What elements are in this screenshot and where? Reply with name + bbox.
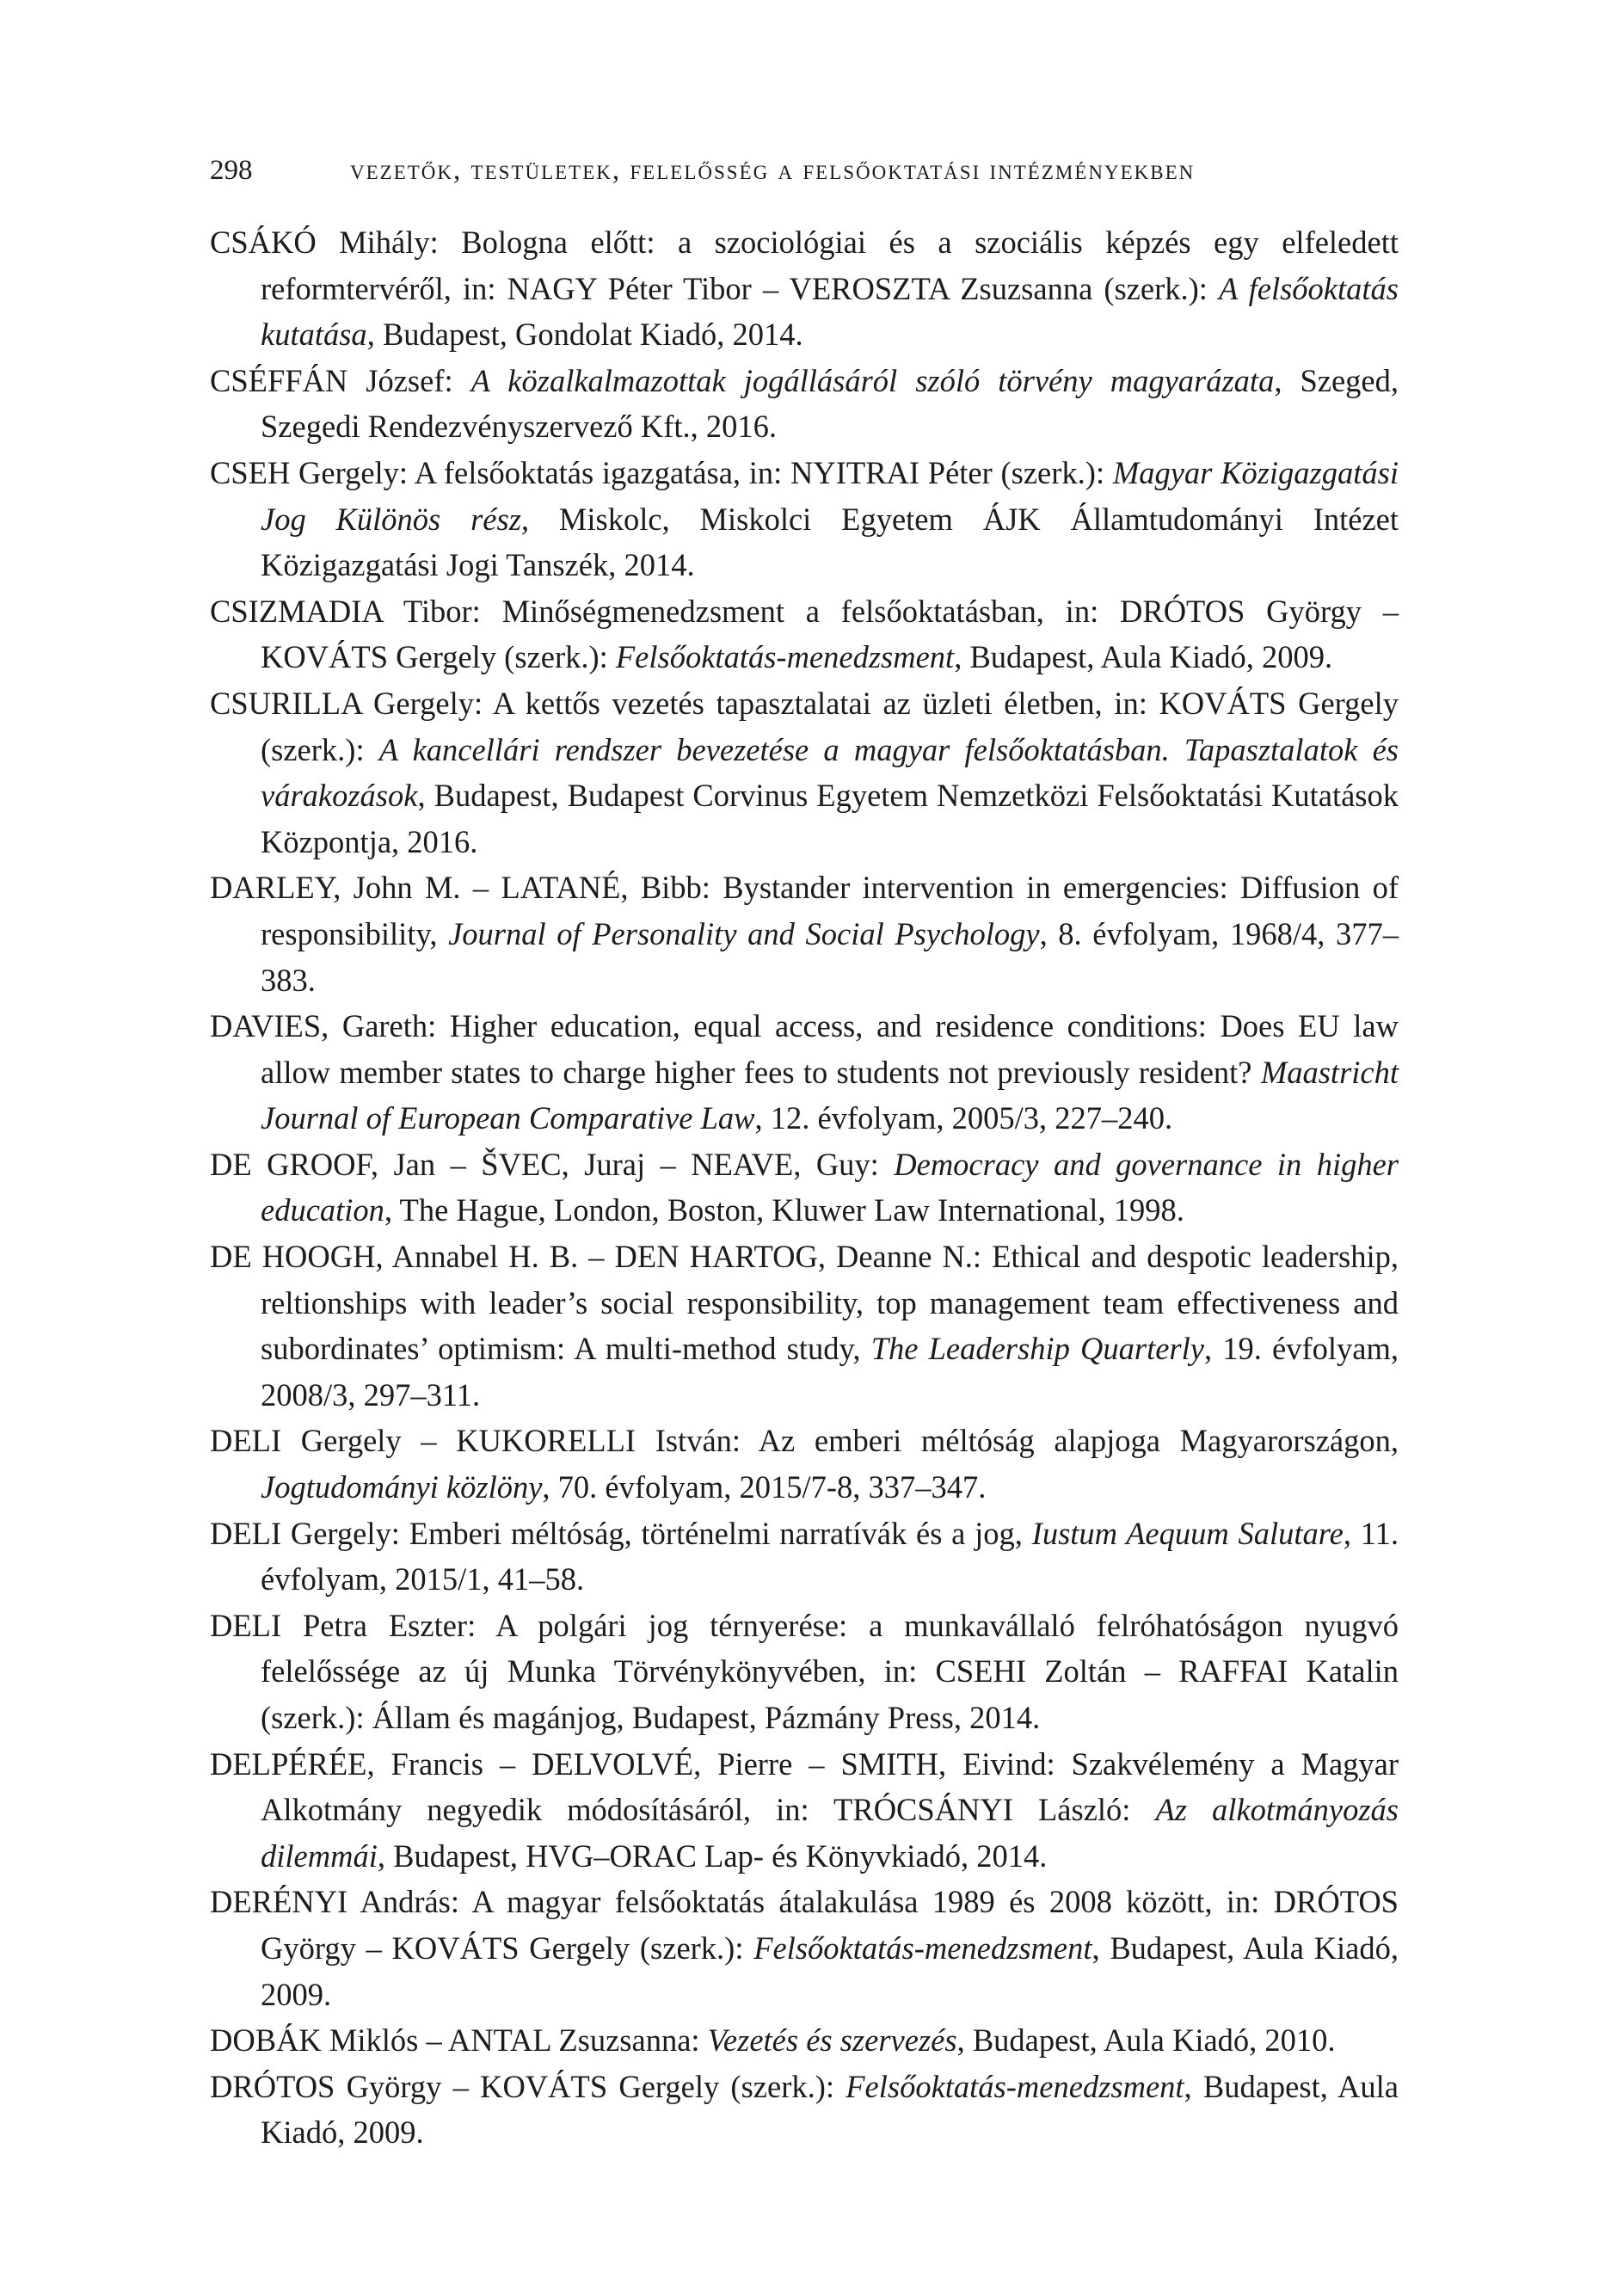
bibliography-entry: DELI Gergely: Emberi méltóság, történelmi narratívák és a jog, Iustum Aequum Salutare, 11. évfolyam, 2015/1, 41–58.: [210, 1515, 1399, 1597]
bibliography-entry: DRÓTOS György – KOVÁTS Gergely (szerk.): Felsőoktatás-menedzsment, Budapest, Aula Kiadó, 2009.: [210, 2068, 1399, 2151]
bibliography-entry: CSÉFFÁN József: A közalkalmazottak jogállásáról szóló törvény magyarázata, Szeged, Szegedi Rendezvényszervező Kft., 2016.: [210, 362, 1399, 445]
bibliography-entry: DARLEY, John M. – LATANÉ, Bibb: Bystander intervention in emergencies: Diffusion of responsibility, Journal of Personality and Social Psychology, 8. évfolyam, 1968/4, 377–383.: [210, 870, 1399, 998]
bibliography-entry: DAVIES, Gareth: Higher education, equal access, and residence conditions: Does EU law allow member states to charge higher fees to students not previously resident? Maastricht Journal of European Comparative Law, 12. évfolyam, 2005/3, 227–240.: [210, 1008, 1399, 1136]
bibliography-entry: CSURILLA Gergely: A kettős vezetés tapasztalatai az üzleti életben, in: KOVÁTS Gergely (szerk.): A kancellári rendszer bevezetése a magyar felsőoktatásban. Tapasztalatok és várakozások, Budapest, Budapest Corvinus Egyetem Nemzetközi Felsőoktatási Kutatások Központja, 2016.: [210, 685, 1399, 859]
bibliography-entry: DOBÁK Miklós – ANTAL Zsuzsanna: Vezetés és szervezés, Budapest, Aula Kiadó, 2010.: [210, 2022, 1336, 2059]
bibliography-entry: DELI Petra Eszter: A polgári jog térnyerése: a munkavállaló felróhatóságon nyugvó felelőssége az új Munka Törvénykönyvében, in: CSEHI Zoltán – RAFFAI Katalin (szerk.): Állam és magánjog, Budapest, Pázmány Press, 2014.: [210, 1607, 1399, 1735]
bibliography-entry: DE GROOF, Jan – ŠVEC, Juraj – NEAVE, Guy: Democracy and governance in higher education, The Hague, London, Boston, Kluwer Law International, 1998.: [210, 1146, 1399, 1228]
bibliography-entry: DE HOOGH, Annabel H. B. – DEN HARTOG, Deanne N.: Ethical and despotic leadership, reltionships with leader’s social responsibility, top management team effectiveness and subordinates’ optimism: A multi-method study, The Leadership Quarterly, 19. évfolyam, 2008/3, 297–311.: [210, 1239, 1399, 1413]
bibliography-entry: CSEH Gergely: A felsőoktatás igazgatása, in: NYITRAI Péter (szerk.): Magyar Közigazgatási Jog Különös rész, Miskolc, Miskolci Egyetem ÁJK Államtudományi Intézet Közigazgatási Jogi Tanszék, 2014.: [210, 454, 1399, 583]
bibliography-entry: CSIZMADIA Tibor: Minőségmenedzsment a felsőoktatásban, in: DRÓTOS György – KOVÁTS Gergely (szerk.): Felsőoktatás-menedzsment, Budapest, Aula Kiadó, 2009.: [210, 593, 1399, 675]
running-title: vezetők, testületek, felelősség a felsőoktatási intézményekben: [350, 155, 1196, 186]
bibliography-entry: DERÉNYI András: A magyar felsőoktatás átalakulása 1989 és 2008 között, in: DRÓTOS György – KOVÁTS Gergely (szerk.): Felsőoktatás-menedzsment, Budapest, Aula Kiadó, 2009.: [210, 1884, 1399, 2012]
bibliography-entry: DELPÉRÉE, Francis – DELVOLVÉ, Pierre – SMITH, Eivind: Szakvélemény a Magyar Alkotmány negyedik módosításáról, in: TRÓCSÁNYI László: Az alkotmányozás dilemmái, Budapest, HVG–ORAC Lap- és Könyvkiadó, 2014.: [210, 1745, 1399, 1874]
page-number: 298: [210, 155, 253, 186]
bibliography-entry: CSÁKÓ Mihály: Bologna előtt: a szociológiai és a szociális képzés egy elfeledett reformtervéről, in: NAGY Péter Tibor – VEROSZTA Zsuzsanna (szerk.): A felsőoktatás kutatása, Budapest, Gondolat Kiadó, 2014.: [210, 225, 1399, 353]
bibliography-entry: DELI Gergely – KUKORELLI István: Az emberi méltóság alapjoga Magyarországon, Jogtudományi közlöny, 70. évfolyam, 2015/7-8, 337–347.: [210, 1423, 1399, 1505]
bibliography-list: [210, 219, 1399, 2156]
